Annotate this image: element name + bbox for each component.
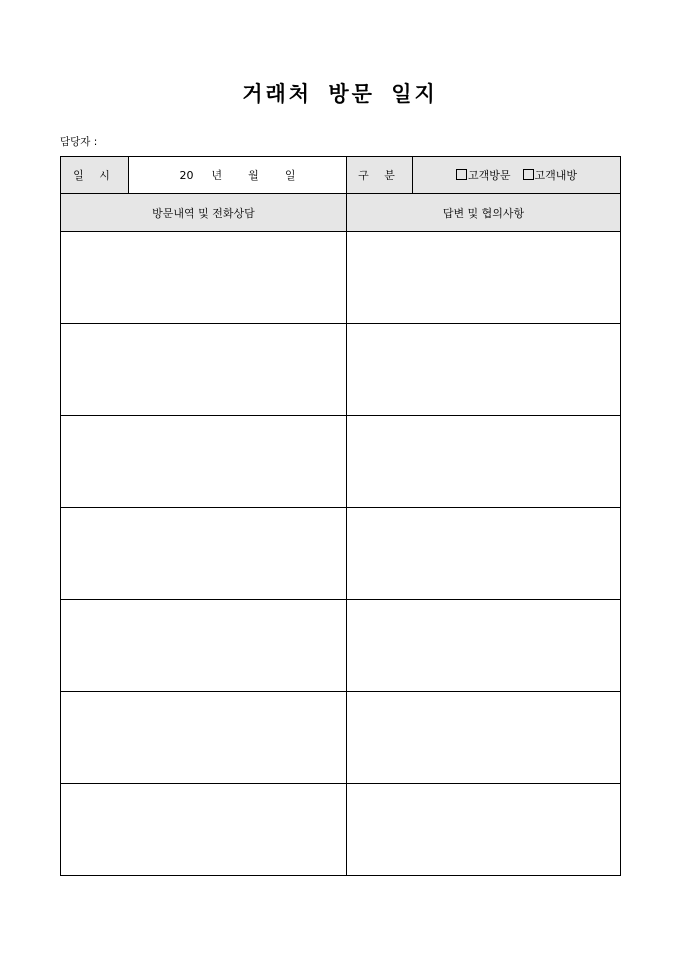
entry-row bbox=[61, 692, 621, 784]
category-options bbox=[413, 157, 621, 194]
reply-details-cell[interactable] bbox=[347, 784, 621, 876]
visit-details-cell[interactable] bbox=[61, 692, 347, 784]
date-year-prefix: 20 bbox=[179, 169, 194, 182]
visit-log-table bbox=[60, 156, 621, 876]
entry-row bbox=[61, 508, 621, 600]
manager-label: 담당자 : bbox=[60, 136, 98, 148]
checkbox-icon[interactable] bbox=[456, 169, 467, 180]
checkbox-icon[interactable] bbox=[523, 169, 534, 180]
category-label: 구 분 bbox=[347, 157, 413, 194]
date-field[interactable] bbox=[129, 157, 347, 194]
reply-details-cell[interactable] bbox=[347, 508, 621, 600]
option-customer-visit[interactable] bbox=[456, 169, 511, 182]
date-category-row bbox=[61, 157, 621, 194]
entry-row bbox=[61, 416, 621, 508]
option-customer-inbound-label: 고객내방 bbox=[534, 169, 578, 182]
visit-details-cell[interactable] bbox=[61, 508, 347, 600]
date-year-unit: 년 bbox=[211, 169, 223, 182]
visit-details-cell[interactable] bbox=[61, 324, 347, 416]
entry-row bbox=[61, 232, 621, 324]
date-day-unit: 일 bbox=[284, 169, 296, 182]
visit-details-cell[interactable] bbox=[61, 600, 347, 692]
date-label: 일 시 bbox=[61, 157, 129, 194]
reply-details-cell[interactable] bbox=[347, 692, 621, 784]
visit-details-cell[interactable] bbox=[61, 232, 347, 324]
option-customer-inbound[interactable] bbox=[523, 169, 578, 182]
entry-row bbox=[61, 600, 621, 692]
reply-details-cell[interactable] bbox=[347, 232, 621, 324]
reply-details-cell[interactable] bbox=[347, 416, 621, 508]
reply-details-cell[interactable] bbox=[347, 600, 621, 692]
date-month-unit: 월 bbox=[248, 169, 259, 182]
reply-details-cell[interactable] bbox=[347, 324, 621, 416]
entry-row bbox=[61, 784, 621, 876]
column-header-row bbox=[61, 194, 621, 232]
option-customer-visit-label: 고객방문 bbox=[467, 169, 511, 182]
column-header-right: 답변 및 협의사항 bbox=[347, 194, 621, 232]
page-title: 거래처 방문 일지 bbox=[242, 81, 438, 106]
column-header-left: 방문내역 및 전화상담 bbox=[61, 194, 347, 232]
visit-details-cell[interactable] bbox=[61, 416, 347, 508]
entry-row bbox=[61, 324, 621, 416]
visit-details-cell[interactable] bbox=[61, 784, 347, 876]
